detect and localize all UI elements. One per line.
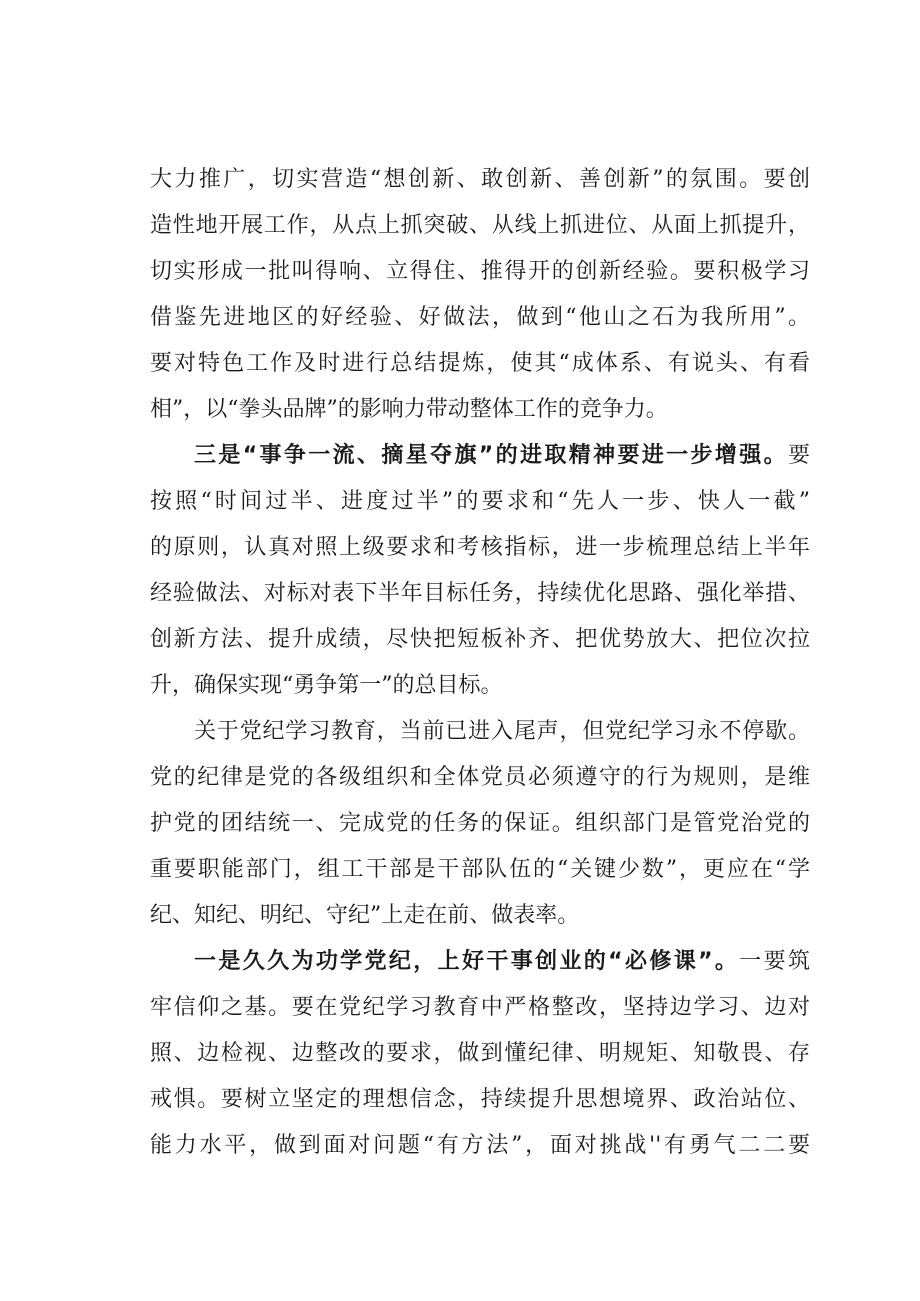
- text-line: 能力水平，做到面对问题“有方法”，面对挑战''有勇气二二要: [150, 1133, 810, 1158]
- text-line: 党的纪律是党的各级组织和全体党员必须遵守的行为规则，是维: [150, 765, 810, 790]
- section-heading-3: [194, 433, 810, 479]
- text-line: 经验做法、对标对表下半年目标任务，持续优化思路、强化举措、: [150, 581, 810, 606]
- heading-3-bold: 三是“事争一流、摘星夺旗”的进取精神要进一步增强。: [194, 443, 788, 468]
- text-line: 大力推广，切实营造“想创新、敢创新、善创新”的氛围。要创: [150, 167, 810, 192]
- text-line: 关于党纪学习教育，当前已进入尾声，但党纪学习永不停歇。: [194, 719, 810, 744]
- text-line: 护党的团结统一、完成党的任务的保证。组织部门是管党治党的: [150, 811, 810, 836]
- text-line: 的原则，认真对照上级要求和考核指标，进一步梳理总结上半年: [150, 535, 810, 560]
- text-line: 借鉴先进地区的好经验、好做法，做到“他山之石为我所用”。: [150, 305, 810, 330]
- text-line: 重要职能部门，组工干部是干部队伍的“关键少数”，更应在“学: [150, 857, 810, 882]
- section-heading-1: [194, 939, 810, 985]
- text-line: 戒惧。要树立坚定的理想信念，持续提升思想境界、政治站位、: [150, 1087, 810, 1112]
- text-line: 创新方法、提升成绩，尽快把短板补齐、把优势放大、把位次拉: [150, 627, 810, 652]
- text-line: 相”，以“拳头品牌”的影响力带动整体工作的竞争力。: [150, 397, 668, 422]
- text-line: 造性地开展工作，从点上抓突破、从线上抓进位、从面上抓提升，: [150, 213, 810, 238]
- text-line: 纪、知纪、明纪、守纪”上走在前、做表率。: [150, 903, 580, 928]
- text-line: 照、边检视、边整改的要求，做到懂纪律、明规矩、知敬畏、存: [150, 1041, 810, 1066]
- text-line: 牢信仰之基。要在党纪学习教育中严格整改，坚持边学习、边对: [150, 995, 810, 1020]
- text-line: 按照“时间过半、进度过半”的要求和“先人一步、快人一截”: [150, 489, 810, 514]
- text-line: 要对特色工作及时进行总结提炼，使其“成体系、有说头、有看: [150, 351, 810, 376]
- text-line: 切实形成一批叫得响、立得住、推得开的创新经验。要积极学习: [150, 259, 810, 284]
- text-line: 升，确保实现“勇争第一”的总目标。: [150, 673, 503, 698]
- heading-1-rest: 一要筑: [739, 949, 810, 974]
- heading-3-rest: 要: [787, 443, 810, 468]
- heading-1-bold: 一是久久为功学党纪，上好干事创业的“必修课”。: [194, 949, 740, 974]
